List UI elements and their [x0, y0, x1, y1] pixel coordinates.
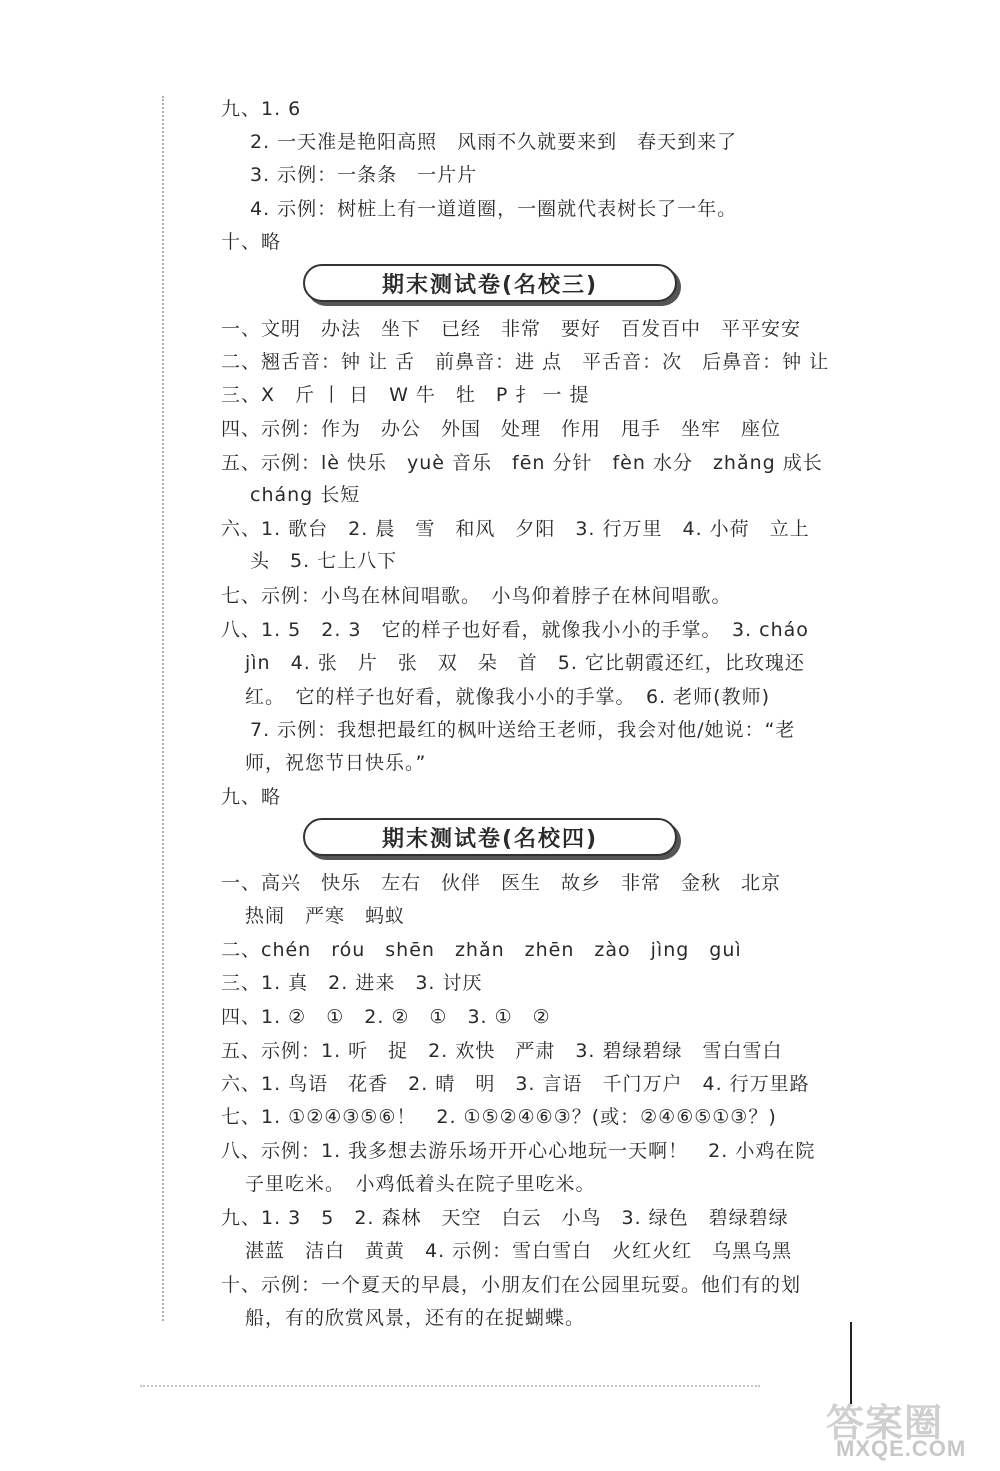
answer-line: 五、示例：lè 快乐 yuè 音乐 fēn 分针 fèn 水分 zhǎng 成长	[221, 452, 823, 474]
answer-line: 师，祝您节日快乐。”	[245, 752, 427, 774]
answer-line: 3. 示例：一条条 一片片	[250, 164, 478, 186]
watermark-logo: 答案圈	[826, 1401, 944, 1445]
answer-line: 热闹 严寒 蚂蚁	[245, 905, 406, 927]
answer-line: 七、示例：小鸟在林间唱歌。 小鸟仰着脖子在林间唱歌。	[221, 585, 732, 607]
bottom-dotted-rule	[140, 1385, 760, 1387]
answer-line: 九、1. 3 5 2. 森林 天空 白云 小鸟 3. 绿色 碧绿碧绿	[221, 1207, 789, 1229]
answer-line: 2. 一天准是艳阳高照 风雨不久就要来到 春天到来了	[250, 131, 738, 153]
answer-line: 湛蓝 洁白 黄黄 4. 示例：雪白雪白 火红火红 乌黑乌黑	[245, 1240, 793, 1262]
answer-line: 4. 示例：树桩上有一道道圈，一圈就代表树长了一年。	[250, 198, 738, 220]
answer-line: 头 5. 七上八下	[250, 550, 398, 572]
answer-line: 六、1. 鸟语 花香 2. 晴 明 3. 言语 千门万户 4. 行万里路	[221, 1073, 810, 1095]
answer-line: jìn 4. 张 片 张 双 朵 首 5. 它比朝霞还红，比玫瑰还	[245, 652, 805, 674]
answer-line: 三、1. 真 2. 进来 3. 讨厌	[221, 972, 483, 994]
answer-line: 三、X 斤 丨 日 W 牛 牡 P 扌 一 提	[221, 384, 590, 406]
answer-line: 子里吃米。 小鸡低着头在院子里吃米。	[245, 1173, 596, 1195]
answer-line: 十、示例：一个夏天的早晨，小朋友们在公园里玩耍。他们有的划	[221, 1274, 802, 1296]
watermark-url: MXQE.COM	[836, 1436, 967, 1461]
margin-dotted-line	[162, 96, 164, 1321]
answer-line: 六、1. 歌台 2. 晨 雪 和风 夕阳 3. 行万里 4. 小荷 立上	[221, 518, 810, 540]
section-title-banner: 期末测试卷(名校四)	[303, 818, 677, 856]
answer-line: 十、略	[221, 231, 282, 253]
answer-line: 船，有的欣赏风景，还有的在捉蝴蝶。	[245, 1307, 586, 1329]
answer-line: 八、1. 5 2. 3 它的样子也好看，就像我小小的手掌。 3. cháo	[221, 619, 809, 641]
answer-line: 四、示例：作为 办公 外国 处理 作用 甩手 坐牢 座位	[221, 418, 782, 440]
answer-line: 四、1. ② ① 2. ② ① 3. ① ②	[221, 1006, 551, 1028]
answer-line: 一、文明 办法 坐下 已经 非常 要好 百发百中 平平安安	[221, 318, 802, 340]
answer-line: 7. 示例：我想把最红的枫叶送给王老师，我会对他/她说：“老	[250, 719, 796, 741]
section-title-banner: 期末测试卷(名校三)	[303, 264, 677, 302]
answer-line: cháng 长短	[250, 484, 361, 506]
answer-line: 七、1. ①②④③⑤⑥！ 2. ①⑤②④⑥③？(或：②④⑥⑤①③？)	[221, 1106, 777, 1128]
answer-line: 二、chén róu shēn zhǎn zhēn zào jìng guì	[221, 939, 742, 961]
answer-line: 九、略	[221, 786, 282, 808]
answer-line: 二、翘舌音：钟 让 舌 前鼻音：进 点 平舌音：次 后鼻音：钟 让	[221, 351, 830, 373]
answer-line: 一、高兴 快乐 左右 伙伴 医生 故乡 非常 金秋 北京	[221, 872, 782, 894]
answer-line: 红。 它的样子也好看，就像我小小的手掌。 6. 老师(教师)	[245, 686, 770, 708]
answer-line: 九、1. 6	[221, 98, 302, 120]
answer-line: 八、示例：1. 我多想去游乐场开开心心地玩一天啊！ 2. 小鸡在院	[221, 1140, 816, 1162]
answer-line: 五、示例：1. 听 捉 2. 欢快 严肃 3. 碧绿碧绿 雪白雪白	[221, 1040, 783, 1062]
